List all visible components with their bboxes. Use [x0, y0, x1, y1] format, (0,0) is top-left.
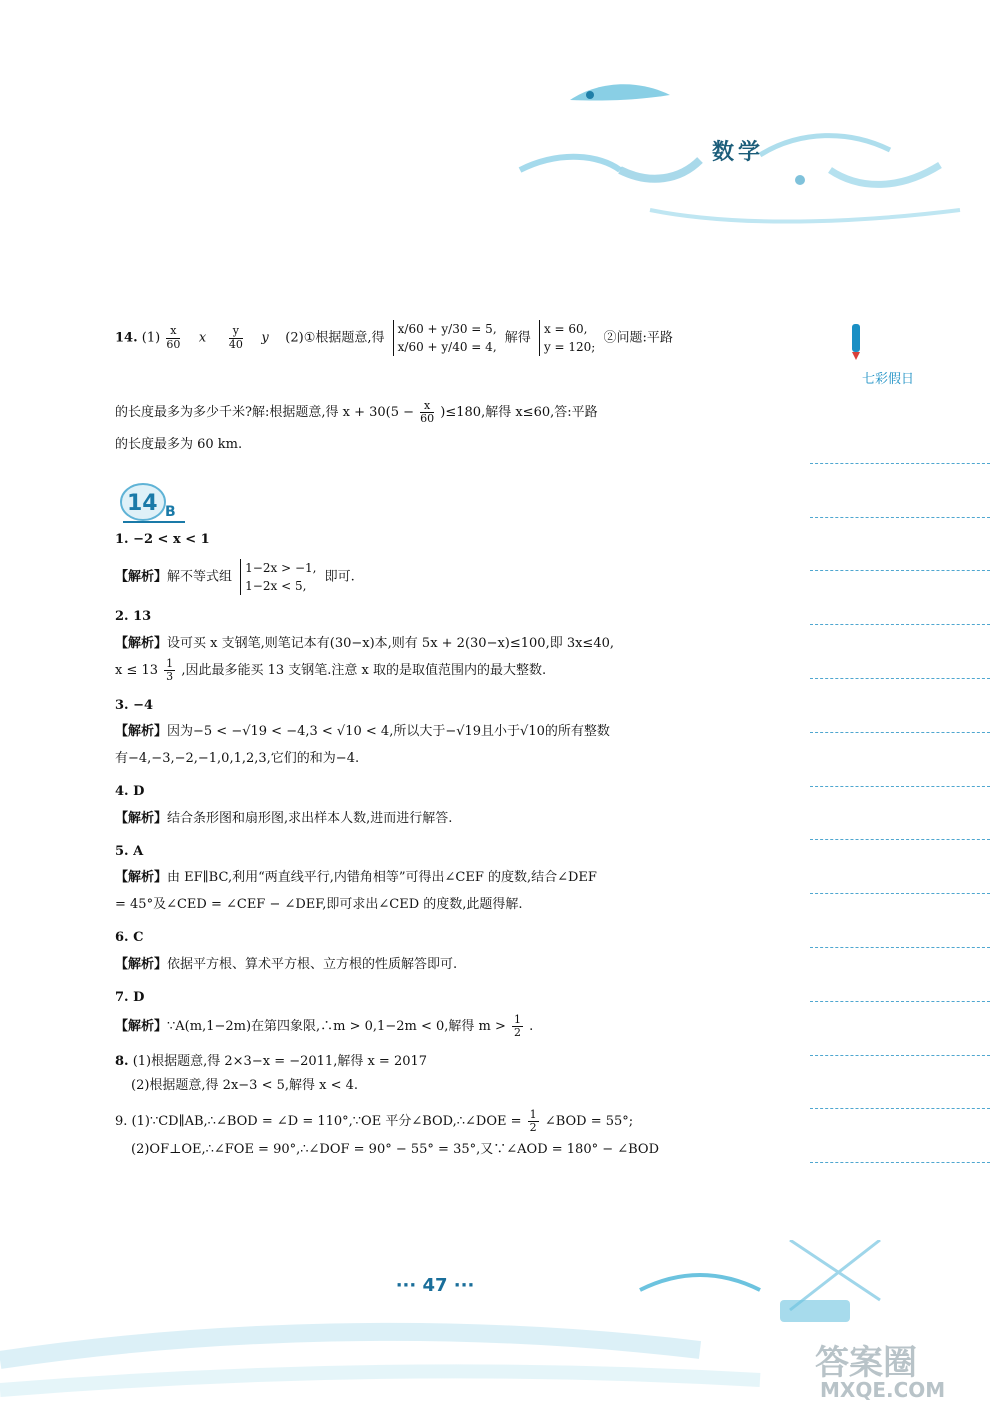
equation-system: x/60 + y/30 = 5, x/60 + y/40 = 4,	[393, 320, 497, 356]
svg-text:14: 14	[127, 491, 158, 516]
solved-lead: 解得	[504, 330, 531, 346]
fraction: $\frac{y}{40}$	[228, 324, 243, 351]
answer-7: 7. D	[115, 989, 145, 1005]
answer-8-part2: (2)根据题意,得 2x−3 < 5,解得 x < 4.	[131, 1078, 359, 1094]
q14-number: 14.	[115, 330, 138, 346]
q14-line2: 的长度最多为多少千米?解:根据题意,得 x + 30(5 − $\frac{x}{60}$ )≤180,解得 x≤60,答:平路	[115, 399, 598, 426]
answer-1: 1. −2 < x < 1	[115, 532, 210, 547]
section-badge	[115, 480, 195, 526]
analysis-5-cont: = 45°及∠CED = ∠CEF − ∠DEF,即可求出∠CED 的度数,此题得解.	[115, 897, 523, 913]
analysis-3: 【解析】因为−5 < −√19 < −4,3 < √10 < 4,所以大于−√19且小于√10的所有整数	[115, 724, 610, 740]
watermark-logo: 答案圈	[815, 1343, 917, 1383]
answer-5: 5. A	[115, 843, 144, 859]
q14-part2-question: ②问题:平路	[603, 330, 673, 346]
var-x: x	[198, 330, 207, 346]
note-lines	[810, 410, 990, 1163]
answer-4: 4. D	[115, 783, 145, 799]
analysis-7: 【解析】∵A(m,1−2m)在第四象限,∴m > 0,1−2m < 0,解得 m > $\frac{1}{2}$ .	[115, 1013, 534, 1040]
answer-9: 9. (1)∵CD∥AB,∴∠BOD = ∠D = 110°,∵OE 平分∠BOD,∴∠DOE = $\frac{1}{2}$ ∠BOD = 55°;	[115, 1108, 634, 1135]
q14-part1: (1)	[141, 330, 161, 346]
analysis-5: 【解析】由 EF∥BC,利用“两直线平行,内错角相等”可得出∠CEF 的度数,结合∠DEF	[115, 870, 597, 886]
analysis-3-cont: 有−4,−3,−2,−1,0,1,2,3,它们的和为−4.	[115, 751, 360, 767]
page-number: ··· 47 ···	[395, 1275, 475, 1296]
analysis-2: 【解析】设可买 x 支钢笔,则笔记本有(30−x)本,则有 5x + 2(30−x)≤100,即 3x≤40,	[115, 635, 614, 651]
answer-9-part2: (2)OF⊥OE,∴∠FOE = 90°,∴∠DOF = 90° − 55° = 35°,又∵∠AOD = 180° − ∠BOD	[131, 1142, 660, 1158]
answer-2: 2. 13	[115, 608, 152, 624]
var-y: y	[261, 330, 269, 346]
answers-list	[115, 530, 755, 1161]
q14-part2-lead: (2)①根据题意,得	[285, 330, 385, 346]
analysis-4: 【解析】结合条形图和扇形图,求出样本人数,进而进行解答.	[115, 810, 453, 826]
question-14	[115, 320, 755, 392]
analysis-6: 【解析】依据平方根、算术平方根、立方根的性质解答即可.	[115, 956, 458, 972]
fraction: $\frac{x}{60}$	[166, 324, 181, 351]
answer-content	[115, 320, 755, 456]
solution-system: x = 60, y = 120;	[539, 320, 595, 356]
watermark-url: MXQE.COM	[820, 1378, 946, 1402]
pen-icon	[846, 322, 866, 362]
q14-line3: 的长度最多为 60 km.	[115, 437, 243, 453]
answer-6: 6. C	[115, 929, 144, 945]
subject-title: 数学	[712, 140, 765, 165]
answer-3: 3. −4	[115, 697, 154, 713]
svg-text:B: B	[165, 504, 176, 520]
brand-label: 七彩假日	[861, 372, 914, 387]
analysis-2-cont: x ≤ 13 $\frac{1}{3}$ ,因此最多能买 13 支钢笔.注意 x 取的是取值范围内的最大整数.	[115, 657, 547, 684]
answer-8: 8. (1)根据题意,得 2×3−x = −2011,解得 x = 2017	[115, 1053, 428, 1069]
analysis-1: 【解析】解不等式组 1−2x > −1, 1−2x < 5, 即可.	[115, 560, 355, 593]
